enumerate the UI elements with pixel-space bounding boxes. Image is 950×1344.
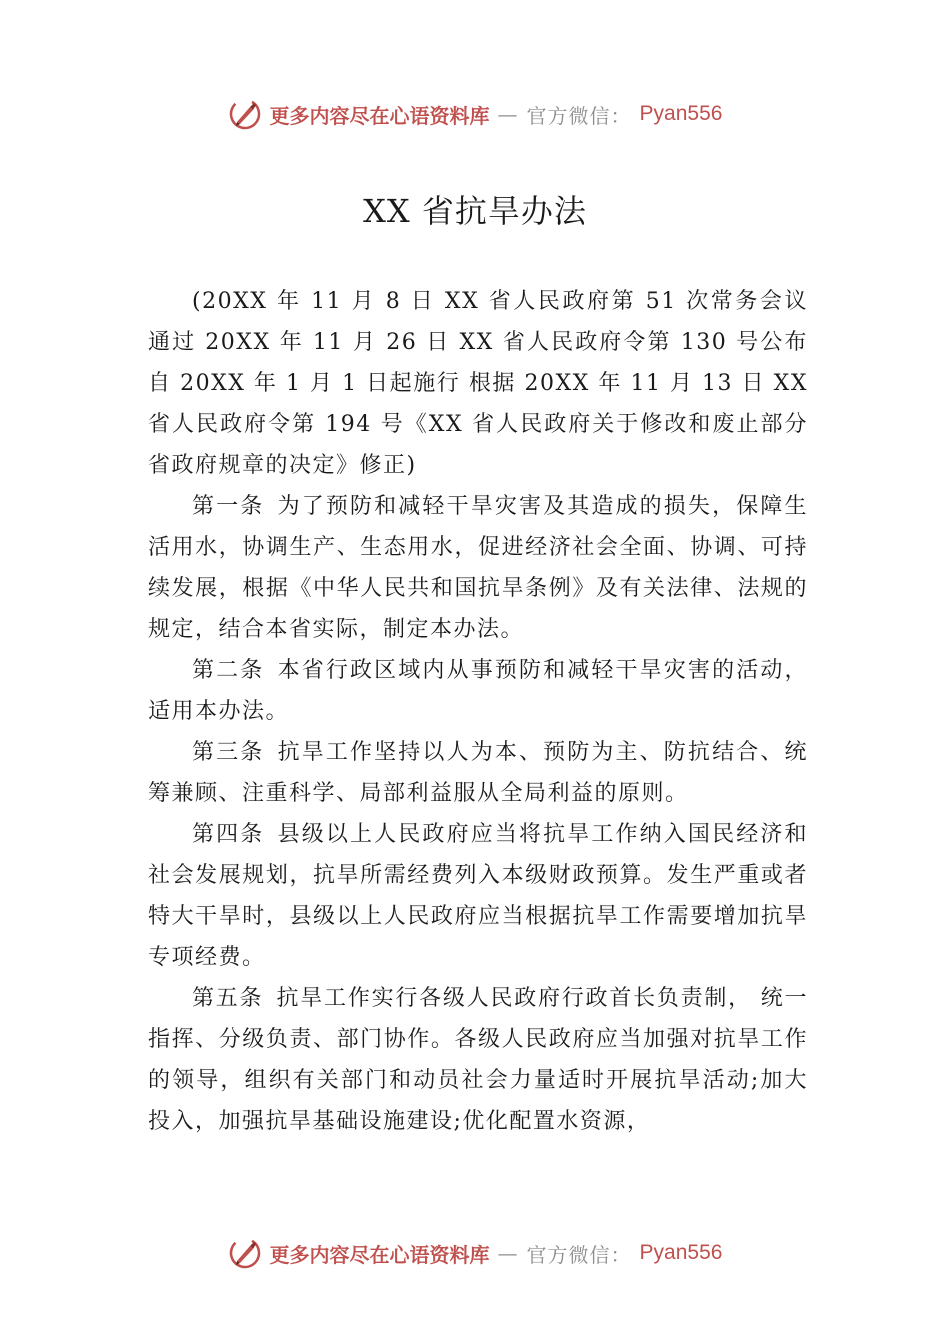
pen-logo-icon <box>228 97 262 131</box>
preamble: (20XX 年 11 月 8 日 XX 省人民政府第 51 次常务会议通过 20XX 年 11 月 26 日 XX 省人民政府令第 130 号公布自 20XX 年 1 月 1 日起施行 根据 20XX 年 11 月 13 日 XX 省人民政府令第 194 号《XX 省人民政府关于修改和废止部分省政府规章的决定》修正) <box>148 289 808 478</box>
document-body <box>148 281 808 1142</box>
watermark-account: Pyan556 <box>639 102 723 125</box>
document-title: XX 省抗旱办法 <box>363 192 587 230</box>
watermark-banner-top <box>0 94 950 134</box>
article-4 <box>148 814 808 978</box>
watermark-separator: — <box>497 102 519 126</box>
article-3 <box>148 732 808 814</box>
watermark-label: 官方微信： <box>526 103 632 128</box>
article-heading: 第一条 <box>192 494 265 519</box>
article-text: 县级以上人民政府应当将抗旱工作纳入国民经济和社会发展规划，抗旱所需经费列入本级财政预算。发生严重或者特大干旱时，县级以上人民政府应当根据抗旱工作需要增加抗旱专项经费。 <box>148 822 808 970</box>
watermark-brand-text: 更多内容尽在心语资料库 <box>269 1242 490 1267</box>
article-text: 抗旱工作坚持以人为本、预防为主、防抗结合、统筹兼顾、注重科学、局部利益服从全局利益的原则。 <box>148 740 808 806</box>
watermark-banner-bottom <box>0 1233 950 1273</box>
article-heading: 第五条 <box>192 986 264 1011</box>
article-text: 本省行政区域内从事预防和减轻干旱灾害的活动，适用本办法。 <box>148 658 808 724</box>
watermark-separator: — <box>497 1241 519 1265</box>
article-text: 抗旱工作实行各级人民政府行政首长负责制， 统一指挥、分级负责、部门协作。各级人民政府应当加强对抗旱工作的领导，组织有关部门和动员社会力量适时开展抗旱活动;加大投入，加强抗旱基础设施建设;优化配置水资源， <box>148 986 808 1134</box>
article-heading: 第三条 <box>192 740 265 765</box>
article-heading: 第四条 <box>192 822 265 847</box>
article-5 <box>148 978 808 1142</box>
article-2 <box>148 650 808 732</box>
article-text: 为了预防和减轻干旱灾害及其造成的损失，保障生活用水，协调生产、生态用水，促进经济社会全面、协调、可持续发展，根据《中华人民共和国抗旱条例》及有关法律、法规的规定，结合本省实际，制定本办法。 <box>148 494 808 642</box>
watermark-brand-text: 更多内容尽在心语资料库 <box>269 103 490 128</box>
pen-logo-icon <box>228 1236 262 1270</box>
watermark-label: 官方微信： <box>526 1242 632 1267</box>
article-heading: 第二条 <box>192 658 265 683</box>
article-1 <box>148 486 808 650</box>
watermark-account: Pyan556 <box>639 1241 723 1264</box>
